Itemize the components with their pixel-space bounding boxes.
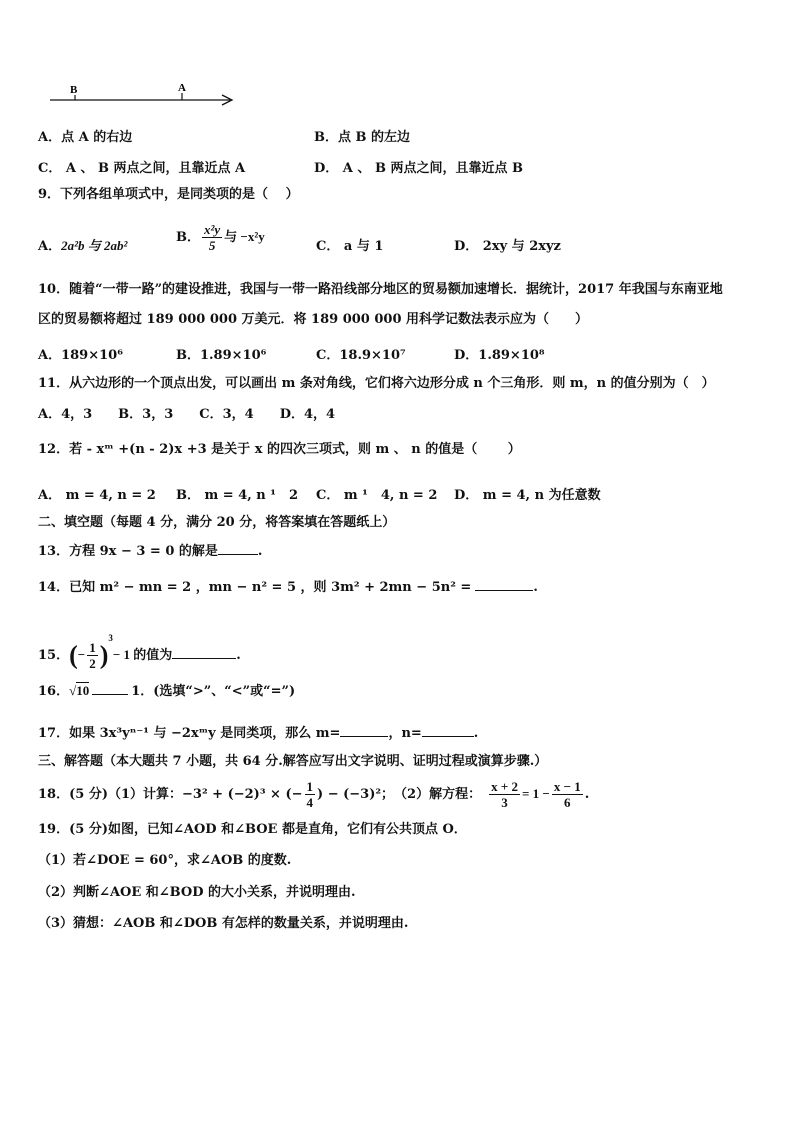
q8-option-a: A．点 A 的右边 — [38, 130, 133, 145]
q10-option-d: D．1.89×10⁸ — [454, 348, 545, 363]
q15-number: 15． — [38, 648, 70, 663]
q18-eq-left-numerator: x + 2 — [491, 779, 519, 794]
q9-option-b — [176, 222, 265, 253]
q9-option-a-math: 2a²b 与 2ab² — [61, 238, 128, 253]
q10-line-2: 区的贸易额将超过 189 000 000 万美元．将 189 000 000 用科学记数法表示应为（ ） — [38, 312, 589, 327]
q18-eq-right-fraction — [552, 779, 583, 810]
q17-m-blank[interactable] — [340, 724, 388, 737]
q17-mid: ，n= — [388, 726, 422, 741]
q9-option-b-denominator: 5 — [208, 238, 216, 253]
q19-part-1: （1）若∠DOE = 60°，求∠AOB 的度数. — [38, 853, 292, 868]
q17-text: 17．如果 3x³yⁿ⁻¹ 与 −2xᵐy 是同类项，那么 m= — [38, 726, 341, 741]
q11-options: A．4，3 B．3，3 C．3，4 D．4，4 — [38, 407, 336, 422]
q12-option-d: D． m = 4, n 为任意数 — [454, 488, 601, 503]
section-2-heading: 二、填空题（每题 4 分，满分 20 分，将答案填在答题纸上） — [38, 515, 396, 530]
q18-part2: ) − (−3)²； （2）解方程： — [317, 787, 482, 802]
q19-part-3: （3）猜想：∠AOB 和∠DOB 有怎样的数量关系，并说明理由. — [38, 916, 409, 931]
q15-end: . — [236, 648, 241, 663]
q15-numerator: 1 — [89, 640, 96, 655]
q15-answer-blank[interactable] — [172, 646, 236, 659]
q8-option-d: D． A 、 B 两点之间，且靠近点 B — [314, 161, 523, 176]
q9-option-c: C． a 与 1 — [316, 239, 384, 254]
q15-denominator: 2 — [89, 656, 96, 671]
q15-minus-sign: − — [77, 647, 86, 662]
q15-fraction — [87, 640, 98, 671]
q13-text: 13．方程 9x − 3 = 0 的解是 — [38, 544, 218, 559]
sqrt-symbol: √ — [69, 683, 77, 698]
q18-fraction — [305, 779, 316, 810]
q14-text: 14．已知 m² − mn = 2 ，mn − n² = 5 ，则 3m² + 2mn − 5n² = — [38, 580, 472, 595]
q19-part-2: （2）判断∠AOE 和∠BOD 的大小关系，并说明理由. — [38, 885, 356, 900]
section-3-heading: 三、解答题（本大题共 7 小题，共 64 分.解答应写出文字说明、证明过程或演算步骤.） — [38, 754, 548, 769]
q16-answer-blank[interactable] — [92, 682, 128, 695]
number-line-figure — [48, 82, 238, 110]
q14 — [38, 578, 538, 596]
q8-option-b: B．点 B 的左边 — [314, 130, 411, 145]
q15-exponent: 3 — [108, 633, 113, 643]
q8-option-c: C． A 、 B 两点之间，且靠近点 A — [38, 161, 246, 176]
label-a: A — [178, 82, 186, 94]
q15-left-paren: ( — [69, 640, 78, 670]
q17-end: . — [473, 726, 479, 741]
q12-stem: 12．若 - xᵐ +(n - 2)x +3 是关于 x 的四次三项式，则 m 、 n 的值是（ ） — [38, 442, 521, 457]
q18-eq-right-denominator: 6 — [564, 795, 571, 810]
q9-option-b-label: B． — [176, 230, 200, 245]
q19-stem: 19．(5 分)如图，已知∠AOD 和∠BOE 都是直角，它们有公共顶点 O． — [38, 822, 467, 837]
q18-eq-right-numerator: x − 1 — [553, 779, 581, 794]
q16-rest: 1．(选填“>”、“<”或“=”) — [131, 684, 296, 699]
q15-rest: − 1 的值为 — [112, 647, 173, 662]
q16-radicand: 10 — [76, 683, 90, 698]
q15 — [38, 618, 241, 676]
q18-equals: = 1 − — [522, 786, 550, 801]
q12-option-b: B． m = 4, n ¹ 2 — [176, 488, 299, 503]
q18 — [38, 776, 589, 813]
q18-end: . — [584, 787, 590, 802]
q13-end: . — [257, 544, 263, 559]
q10-line-1: 10．随着“一带一路”的建设推进，我国与一带一路沿线部分地区的贸易额加速增长．据统计，2017 年我国与东南亚地 — [38, 282, 723, 297]
q18-part1: 18．(5 分)（1）计算：−3² + (−2)³ × (− — [38, 787, 303, 802]
q16-number: 16． — [38, 684, 70, 699]
q11-stem: 11．从六边形的一个顶点出发，可以画出 m 条对角线，它们将六边形分成 n 个三角形．则 m，n 的值分别为（ ） — [38, 376, 715, 391]
q17-n-blank[interactable] — [422, 724, 474, 737]
q9-option-b-numerator: x²y — [204, 222, 221, 237]
q9-option-a — [38, 235, 127, 254]
q18-eq-left-fraction — [489, 779, 520, 810]
q18-fraction-numerator: 1 — [306, 779, 314, 794]
q9-option-a-label: A． — [38, 239, 62, 254]
q10-option-a: A．189×10⁶ — [38, 348, 123, 363]
q16 — [38, 682, 295, 700]
q12-option-c: C． m ¹ 4, n = 2 — [316, 488, 438, 503]
q10-option-b: B．1.89×10⁶ — [176, 348, 267, 363]
q18-fraction-denominator: 4 — [306, 795, 314, 810]
label-b: B — [70, 84, 78, 96]
q9-option-b-fraction — [202, 222, 222, 253]
q9-option-d: D． 2xy 与 2xyz — [454, 239, 561, 254]
q13 — [38, 542, 262, 560]
q13-answer-blank[interactable] — [218, 542, 258, 555]
q14-answer-blank[interactable] — [475, 578, 533, 591]
q12-option-a: A． m = 4, n = 2 — [38, 488, 156, 503]
q10-option-c: C．18.9×10⁷ — [316, 348, 406, 363]
q18-eq-left-denominator: 3 — [501, 795, 508, 810]
q14-end: . — [533, 580, 538, 595]
q17 — [38, 724, 478, 742]
q9-option-b-rest: 与 −x²y — [224, 229, 265, 244]
q9-stem: 9．下列各组单项式中，是同类项的是（ ） — [38, 187, 299, 202]
q15-right-paren: ) — [99, 640, 109, 670]
